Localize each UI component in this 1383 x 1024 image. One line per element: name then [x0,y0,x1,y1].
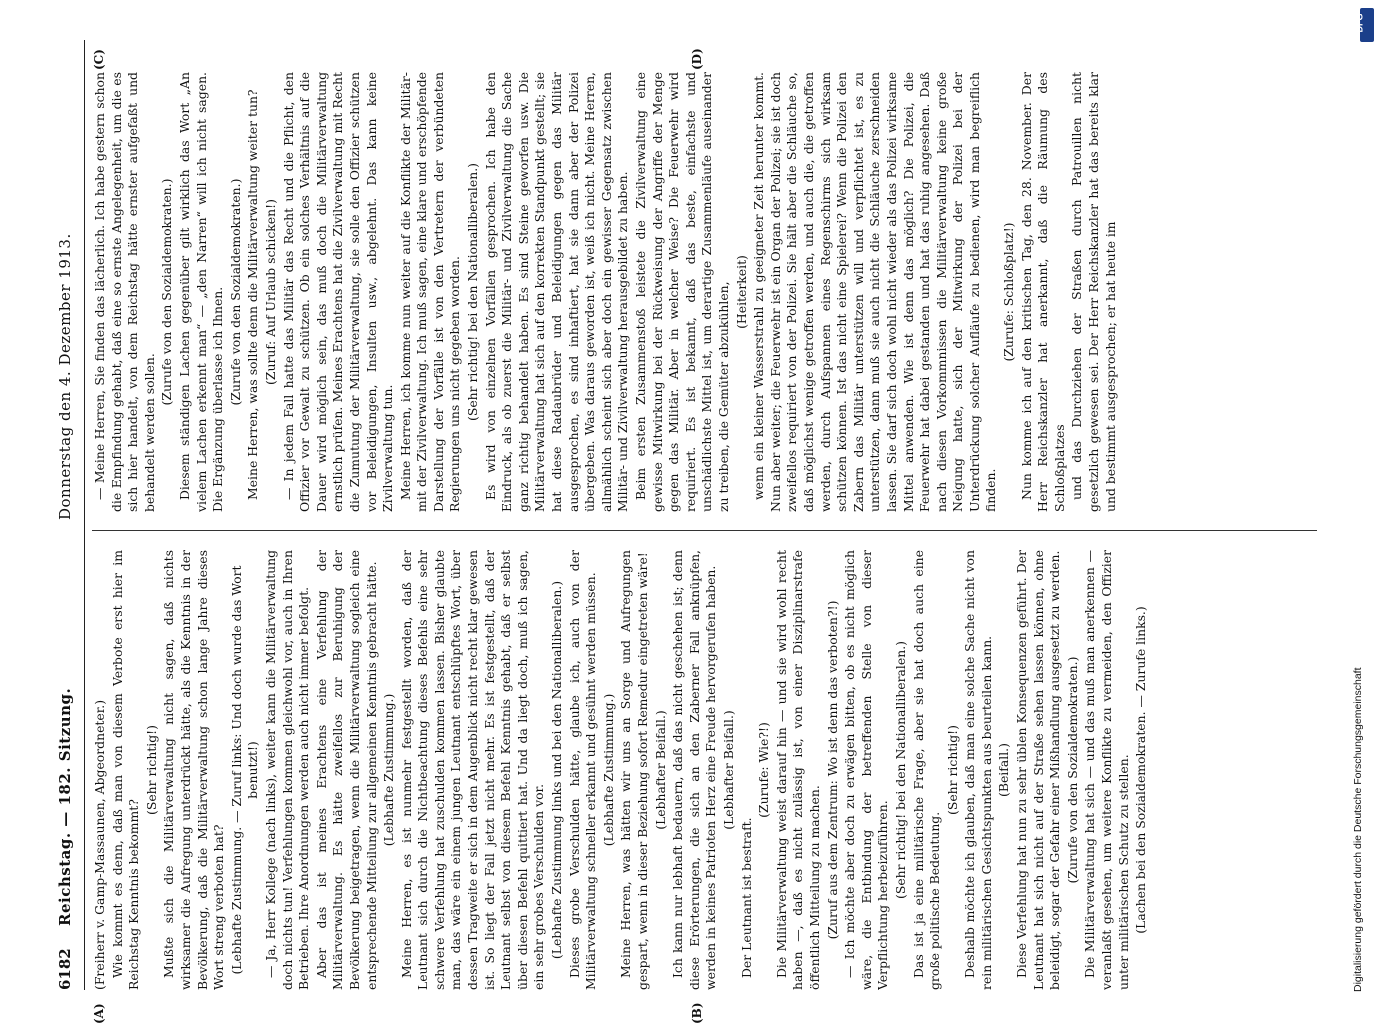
paragraph: Aber das ist meines Erachtens eine Verfehlung der Militärverwaltung. Es hätte zweifellos zur Beruhigung der Bevölkerung beigetragen, wenn die Militärverwaltung sogleich eine entsprechende Mitteilung zur allgemeinen Kenntnis gebracht hätte. [314,550,380,990]
paragraph: Meine Herren, was hätten wir uns an Sorge und Aufregungen gespart, wenn in dieser Beziehung sofort Remedur eingetreten wäre! [618,550,651,990]
paragraph: Diesem ständigen Lachen gegenüber gilt wirklich das Wort „An vielem Lachen erkennt man“ — „den Narren“ will ich nicht sagen. Die Ergänzung überlasse ich Ihnen. [177,72,227,512]
margin-mark-c: (C) [92,49,106,70]
interjection: (Lebhafte Zustimmung links und bei den Nationalliberalen.) [549,550,566,990]
paragraph: Meine Herren, ich komme nun weiter auf die Konflikte der Militär- mit der Zivilverwaltung. Ich muß sagen, eine klare und erschöpfende Darstellung der Vorfälle ist von den Vertretern der verbündeten Regierungen uns nicht gegeben worden. [398,72,464,512]
paragraph: Mußte sich die Militärverwaltung nicht sagen, daß nichts wirksamer die Aufregung unterdrückt hätte, als die Kenntnis in der Bevölkerung, daß die Militärverwaltung schon lange Jahre dieses Wort streng verboten hat? [161,550,227,990]
left-text-column [92,550,1317,990]
interjection: (Zurufe: Wie?!) [756,550,773,990]
interjection: (Heiterkeit) [734,72,751,512]
interjection: (Sehr richtig!) [945,550,962,990]
paragraph: — Ich möchte aber doch zu erwägen bitten, ob es nicht möglich wäre, die Entbindung der betreffenden Stelle von dieser Verpflichtung herbeizuführen. [842,550,892,990]
interjection: (Lachen bei den Sozialdemokraten. — Zurufe links.) [1133,550,1150,990]
digitization-credit [1352,8,1372,992]
interjection: (Zurufe von den Sozialdemokraten.) [228,72,245,512]
margin-mark-d: (D) [690,48,704,70]
paragraph: Beim ersten Zusammenstoß leistete die Zivilverwaltung eine gewisse Mitwirkung bei der Rückweisung der Angriffe der Menge gegen das Militär. Aber in welcher Weise? Die Feuerwehr wird requiriert. Es ist bekannt, daß das beste, einfachste und unschädlichste Mittel ist, um derartige Zusammenläufe auseinander zu treiben, die Gemüter abzukühlen, [633,72,733,512]
page-header [50,40,85,990]
session-date: Donnerstag den 4. Dezember 1913. [56,233,74,520]
document-page [50,40,1360,990]
margin-mark-a: (A) [92,1003,106,1024]
paragraph: — In jedem Fall hatte das Militär das Recht und die Pflicht, den Offizier vor Gewalt zu schützen. Ob ein solches Verhältnis auf die Dauer wird möglich sein, das muß doch die Militärverwaltung ernstlich prüfen. Meines Erachtens hat die Zivilverwaltung mit Recht die Zumutung der Militärverwaltung, sie solle den Offizier schützen vor Beleidigungen, Insulten usw., abgelehnt. Das kann keine Zivilverwaltung tun. [281,72,397,512]
paragraph: Deshalb möchte ich glauben, daß man eine solche Sache nicht von rein militärischen Gesichtspunkten aus beurteilen kann. [962,550,995,990]
paragraph: — Ja, Herr Kollege (nach links), weiter kann die Militärverwaltung doch nichts tun! Verfehlungen kommen gleichwohl vor, auch in Ihren Betrieben. Ihre Anordnungen werden auch nicht immer befolgt. [263,550,313,990]
paragraph: wenn ein kleiner Wasserstrahl zu geeigneter Zeit herunter kommt. Nun aber weiter; die Feuerwehr ist ein Organ der Polizei; sie ist doch zweifellos requiriert von der Polizei. Sie hält aber die Schläuche so, daß möglichst wenige getroffen werden, und auch die, die getroffen werden, durch Aufspannen eines Regenschirms sich wirksam schützen können. Ist das nicht eine Spielerei? Wenn die Polizei den Zabern das Militär unterstützen will und verpflichtet ist, es zu unterstützen, dann muß sie auch nicht die Schläuche zerschneiden lassen. Sie darf sich doch wohl nicht wieder als das Polizei wirksame Mittel anwenden. Wie ist denn das möglich? Die Polizei, die Feuerwehr hat dabei gestanden und hat das ruhig angesehen. Daß nach diesen Vorkommnissen die Militärverwaltung keine große Neigung hatte, sich der Mitwirkung der Polizei bei der Unterdrückung solcher Aufläufe zu bedienen, wird man begreiflich finden. [751,72,1000,512]
paragraph: Die Militärverwaltung weist darauf hin — und sie wird wohl recht haben —, daß es nicht zulässig ist, von einer Disziplinarstrafe öffentlich Mitteilung zu machen. [774,550,824,990]
right-text-column [92,72,1317,512]
interjection: (Lebhafter Beifall.) [721,550,738,990]
paragraph: Die Militärverwaltung hat sich — und das muß man anerkennen — veranlaßt gesehen, um weitere Konflikte zu vermeiden, den Offizier unter militärischen Schutz zu stellen. [1082,550,1132,990]
paragraph: Meine Herren, was sollte denn die Militärverwaltung weiter tun? [245,72,262,512]
interjection: (Sehr richtig! bei den Nationalliberalen.) [465,72,482,512]
interjection: (Zurufe: Schloßplatz!) [1001,72,1018,512]
column-divider [92,530,1317,531]
interjection: (Sehr richtig! bei den Nationalliberalen.) [893,550,910,990]
interjection: (Zurufe von den Sozialdemokraten.) [1065,550,1082,990]
paragraph: Das ist ja eine militärische Frage, aber sie hat doch auch eine große politische Bedeutung. [911,550,944,990]
interjection: (Lebhafter Beifall.) [653,550,670,990]
interjection: (Lebhafte Zustimmung. — Zuruf links: Und doch wurde das Wort benutzt!) [229,550,262,990]
paragraph: Es wird von einzelnen Vorfällen gesprochen. Ich habe den Eindruck, als ob zuerst die Militär- und Zivilverwaltung die Sache ganz richtig behandelt haben. Es sind Steine geworfen usw. Die Militärverwaltung hat sich auf den korrekten Standpunkt gestellt; sie hat diese Radaubrüder und Beleidigungen gegen das Militär ausgesprochen, es sind inhaftiert, hat sie dann aber der Polizei übergeben. Was daraus geworden ist, weiß ich nicht. Meine Herren, allmählich scheint sich aber doch ein gewisser Gegensatz zwischen Militär- und Zivilverwaltung herausgebildet zu haben. [483,72,632,512]
interjection: (Zuruf: Auf Urlaub schicken!) [263,72,280,512]
margin-mark-b: (B) [690,1003,704,1024]
paragraph: Der Leutnant ist bestraft. [739,550,756,990]
page-title: Reichstag. — 182. Sitzung. [56,688,74,926]
digitization-credit-text: Digitalisierung gefördert durch die Deutsche Forschungsgemeinschaft [1352,8,1364,992]
paragraph: Ich kann nur lebhaft bedauern, daß das nicht geschehen ist; denn diese Erörterungen, die sich an den Zaberner Fall anknüpfen, werden in keines Patrioten Herz eine Freude hervorgerufen haben. [670,550,720,990]
interjection: (Beifall.) [996,550,1013,990]
interjection: (Lebhafte Zustimmung.) [601,550,618,990]
page-number: 6182 [56,948,74,990]
paragraph: Meine Herren, es ist nunmehr festgestellt worden, daß der Leutnant sich durch die Nichtbeachtung dieses Befehls eine sehr schwere Verfehlung hat zuschulden kommen lassen. Bisher glaubte man, das wäre ein einem jungen Leutnant entschlüpftes Wort, über dessen Tragweite er sich in dem Augenblick nicht recht klar gewesen ist. So liegt der Fall jetzt nicht mehr. Es ist festgestellt, daß der Leutnant selbst von diesem Befehl Kenntnis gehabt, daß er selbst über diesen Befehl quittiert hat. Und da liegt doch, muß ich sagen, ein sehr grobes Verschulden vor. [399,550,548,990]
paragraph: — Meine Herren, Sie finden das lächerlich. Ich habe gestern schon die Empfindung gehabt, daß eine so ernste Angelegenheit, um die es sich hier handelt, von dem Reichstag hätte ernster aufgefaßt und behandelt werden sollen. [92,72,158,512]
interjection: (Sehr richtig!) [144,550,161,990]
interjection: (Lebhafte Zustimmung.) [381,550,398,990]
paragraph: und das Durchziehen der Straßen durch Patrouillen nicht gesetzlich gewesen sei. Der Herr Reichskanzler hat das bereits klar und bestimmt ausgesprochen; er hat heute im [1069,72,1119,512]
interjection: (Zuruf aus dem Zentrum: Wo ist denn das verboten?!) [825,550,842,990]
paragraph: Diese Verfehlung hat nun zu sehr üblen Konsequenzen geführt. Der Leutnant hat sich nicht auf der Straße sehen lassen können, ohne beleidigt, sogar der Gefahr einer Mißhandlung ausgesetzt zu werden. [1014,550,1064,990]
dfg-logo-text: DFG [1355,14,1365,33]
paragraph: Dieses grobe Verschulden hätte, glaube ich, auch von der Militärverwaltung schneller erkannt und gesühnt werden müssen. [567,550,600,990]
paragraph: Nun komme ich auf den kritischen Tag, den 28. November. Der Herr Reichskanzler hat anerkannt, daß die Räumung des Schloßplatzes [1019,72,1069,512]
paragraph: Wie kommt es denn, daß man von diesem Verbote erst hier im Reichstag Kenntnis bekommt? [110,550,143,990]
speaker-line: (Freiherr v. Gamp-Massaunen, Abgeordneter.) [92,550,109,990]
interjection: (Zurufe von den Sozialdemokraten.) [159,72,176,512]
